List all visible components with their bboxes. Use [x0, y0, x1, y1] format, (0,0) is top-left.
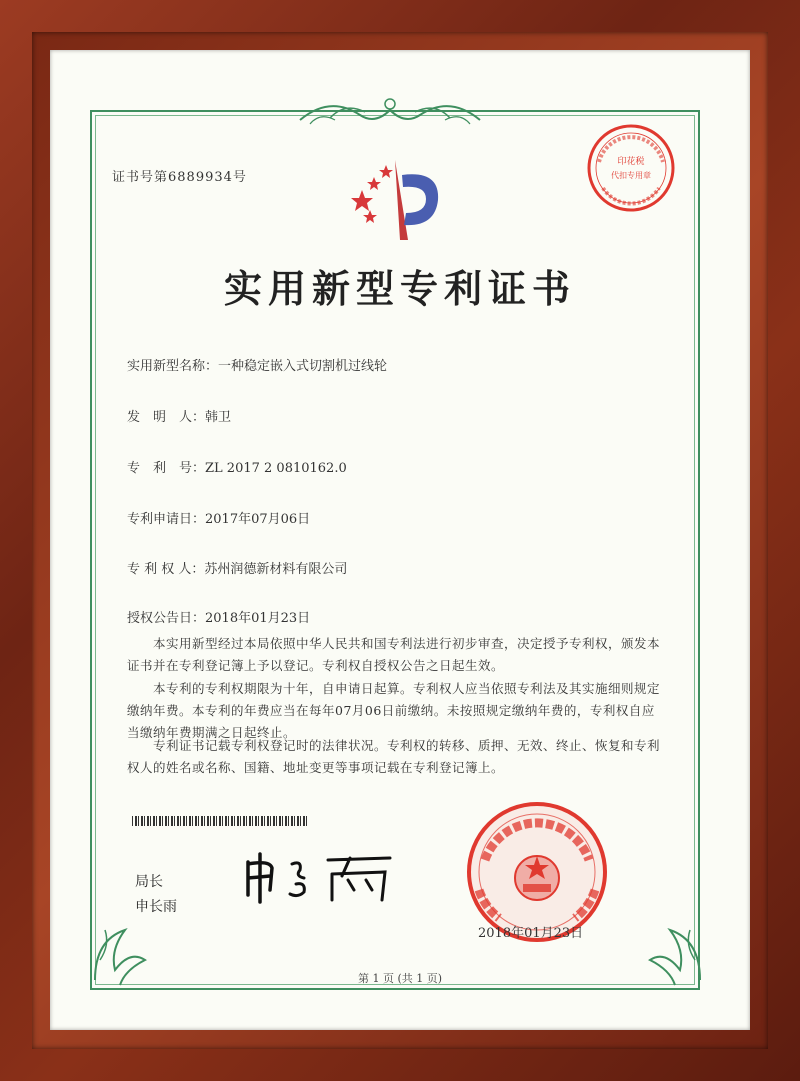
seal-date: 2018年01月23日 [478, 926, 584, 941]
director-name: 申长雨 [135, 899, 177, 915]
filing-date: 专利申请日：2017年07月06日 [127, 512, 311, 527]
patent-number: 专 利 号：ZL 2017 2 0810162.0 [127, 461, 347, 476]
inventor: 发 明 人：韩卫 [127, 410, 232, 425]
director-title: 局长 [135, 874, 163, 890]
grant-announcement-date: 授权公告日：2018年01月23日 [127, 611, 311, 626]
body-paragraph-1: 本实用新型经过本局依照中华人民共和国专利法进行初步审查，决定授予专利权，颁发本证书并在专利登记簿上予以登记。专利权自授权公告之日起生效。 [127, 636, 661, 673]
svg-text:印花税: 印花税 [617, 157, 645, 167]
svg-text:代扣专用章: 代扣专用章 [611, 171, 651, 180]
body-paragraph-2: 本专利的专利权期限为十年，自申请日起算。专利权人应当依照专利法及其实施细则规定缴纳年费。本专利的年费应当在每年07月06日前缴纳。未按照规定缴纳年费的，专利权自应当缴纳年费期满之日起终止。 [127, 681, 661, 740]
tax-stamp-seal-icon [585, 122, 677, 214]
cnipa-logo-icon [340, 155, 450, 240]
page-footer: 第 1 页 (共 1 页) [357, 972, 443, 985]
top-ornament-icon [290, 90, 490, 130]
director-signature-icon [240, 850, 400, 905]
patentee: 专 利 权 人：苏州润德新材料有限公司 [127, 562, 348, 577]
barcode [132, 816, 307, 826]
certificate-number: 证书号第6889934号 [112, 170, 247, 185]
utility-model-name: 实用新型名称：一种稳定嵌入式切割机过线轮 [127, 359, 388, 374]
body-paragraph-3: 专利证书记载专利权登记时的法律状况。专利权的转移、质押、无效、终止、恢复和专利权人的姓名或名称、国籍、地址变更等事项记载在专利登记簿上。 [127, 738, 661, 775]
page-title: 实用新型专利证书 [223, 266, 576, 311]
